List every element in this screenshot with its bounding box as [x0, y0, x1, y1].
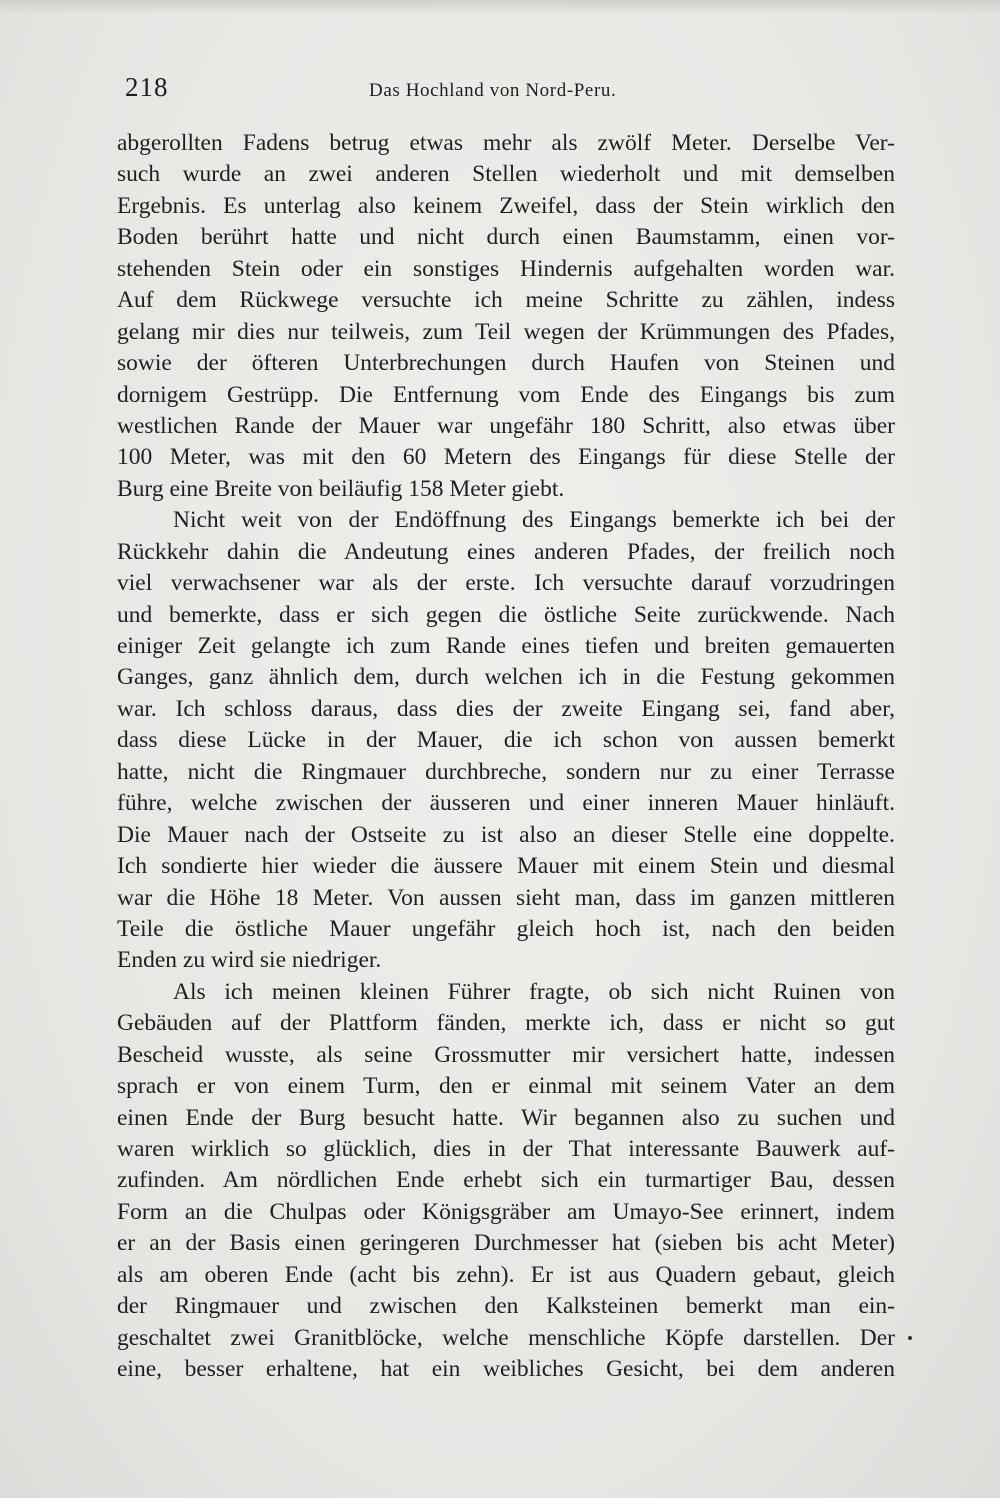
- text-line: gelang mir dies nur teilweis, zum Teil wegen der Krümmungen des Pfades,: [117, 318, 895, 345]
- text-line: zufinden. Am nördlichen Ende erhebt sich ein turmartiger Bau, dessen: [117, 1167, 895, 1194]
- text-line: einiger Zeit gelangte ich zum Rande eines tiefen und breiten gemauerten: [117, 633, 895, 659]
- text-line: war. Ich schloss daraus, dass dies der zweite Eingang sei, fand aber,: [117, 695, 895, 722]
- text-line: er an der Basis einen geringeren Durchmesser hat (sieben bis acht Meter): [117, 1230, 895, 1257]
- text-line: Form an die Chulpas oder Königsgräber am Umayo-See erinnert, indem: [117, 1198, 895, 1225]
- text-line: der Ringmauer und zwischen den Kalksteinen bemerkt man ein-: [117, 1293, 895, 1320]
- text-line: sowie der öfteren Unterbrechungen durch Haufen von Steinen und: [117, 350, 895, 377]
- text-line: Bescheid wusste, als seine Grossmutter mir versichert hatte, indessen: [117, 1041, 895, 1068]
- text-line: dass diese Lücke in der Mauer, die ich schon von aussen bemerkt: [117, 727, 895, 754]
- text-line: Boden berührt hatte und nicht durch einen Baumstamm, einen vor-: [117, 224, 895, 251]
- text-line: sprach er von einem Turm, den er einmal mit seinem Vater an dem: [117, 1073, 895, 1100]
- paragraph: [117, 128, 895, 505]
- text-line: Ganges, ganz ähnlich dem, durch welchen ich in die Festung gekommen: [117, 664, 895, 691]
- page-number: 218: [125, 72, 169, 102]
- margin-mark: [908, 1336, 912, 1340]
- text-line: Die Mauer nach der Ostseite zu ist also an dieser Stelle eine doppelte.: [117, 821, 895, 848]
- text-line: 100 Meter, was mit den 60 Metern des Eingangs für diese Stelle der: [117, 444, 895, 471]
- text-line: und bemerkte, dass er sich gegen die östliche Seite zurückwende. Nach: [117, 601, 895, 628]
- paragraph: [117, 505, 895, 977]
- text-line: such wurde an zwei anderen Stellen wiederholt und mit demselben: [117, 161, 895, 188]
- text-line: Ergebnis. Es unterlag also keinem Zweifel, dass der Stein wirklich den: [117, 192, 895, 219]
- text-line: Auf dem Rückwege versuchte ich meine Schritte zu zählen, indess: [117, 287, 895, 314]
- text-line: Rückkehr dahin die Andeutung eines anderen Pfades, der freilich noch: [117, 538, 895, 565]
- text-line: dornigem Gestrüpp. Die Entfernung vom Ende des Eingangs bis zum: [117, 381, 895, 408]
- text-line: Enden zu wird sie niedriger.: [117, 947, 382, 974]
- text-line: Als ich meinen kleinen Führer fragte, ob sich nicht Ruinen von: [173, 978, 895, 1005]
- text-line: Nicht weit von der Endöffnung des Eingangs bemerkte ich bei der: [173, 507, 895, 534]
- text-line: Burg eine Breite von beiläufig 158 Meter giebt.: [117, 475, 565, 502]
- paragraph: [117, 977, 895, 1386]
- running-head: [125, 72, 895, 108]
- text-line: waren wirklich so glücklich, dies in der That interessante Bauwerk auf-: [117, 1136, 895, 1162]
- text-line: einen Ende der Burg besucht hatte. Wir begannen also zu suchen und: [117, 1104, 895, 1131]
- text-line: viel verwachsener war als der erste. Ich versuchte darauf vorzudringen: [117, 570, 895, 597]
- text-line: abgerollten Fadens betrug etwas mehr als zwölf Meter. Derselbe Ver-: [117, 130, 895, 156]
- text-line: Gebäuden auf der Plattform fänden, merkte ich, dass er nicht so gut: [117, 1010, 895, 1037]
- text-line: Teile die östliche Mauer ungefähr gleich hoch ist, nach den beiden: [117, 915, 895, 942]
- text-line: Ich sondierte hier wieder die äussere Mauer mit einem Stein und diesmal: [117, 853, 895, 880]
- text-line: führe, welche zwischen der äusseren und einer inneren Mauer hinläuft.: [117, 790, 895, 817]
- text-line: eine, besser erhaltene, hat ein weibliches Gesicht, bei dem anderen: [117, 1356, 895, 1383]
- running-title: Das Hochland von Nord-Peru.: [369, 80, 617, 101]
- text-line: westlichen Rande der Mauer war ungefähr 180 Schritt, also etwas über: [117, 412, 895, 439]
- text-line: war die Höhe 18 Meter. Von aussen sieht man, dass im ganzen mittleren: [117, 884, 895, 911]
- text-line: als am oberen Ende (acht bis zehn). Er ist aus Quadern gebaut, gleich: [117, 1261, 895, 1288]
- text-line: geschaltet zwei Granitblöcke, welche menschliche Köpfe darstellen. Der: [117, 1324, 895, 1351]
- text-line: stehenden Stein oder ein sonstiges Hindernis aufgehalten worden war.: [117, 255, 895, 282]
- body-text: [117, 128, 895, 1386]
- page-top-edge: [0, 0, 1000, 14]
- text-line: hatte, nicht die Ringmauer durchbreche, sondern nur zu einer Terrasse: [117, 758, 895, 785]
